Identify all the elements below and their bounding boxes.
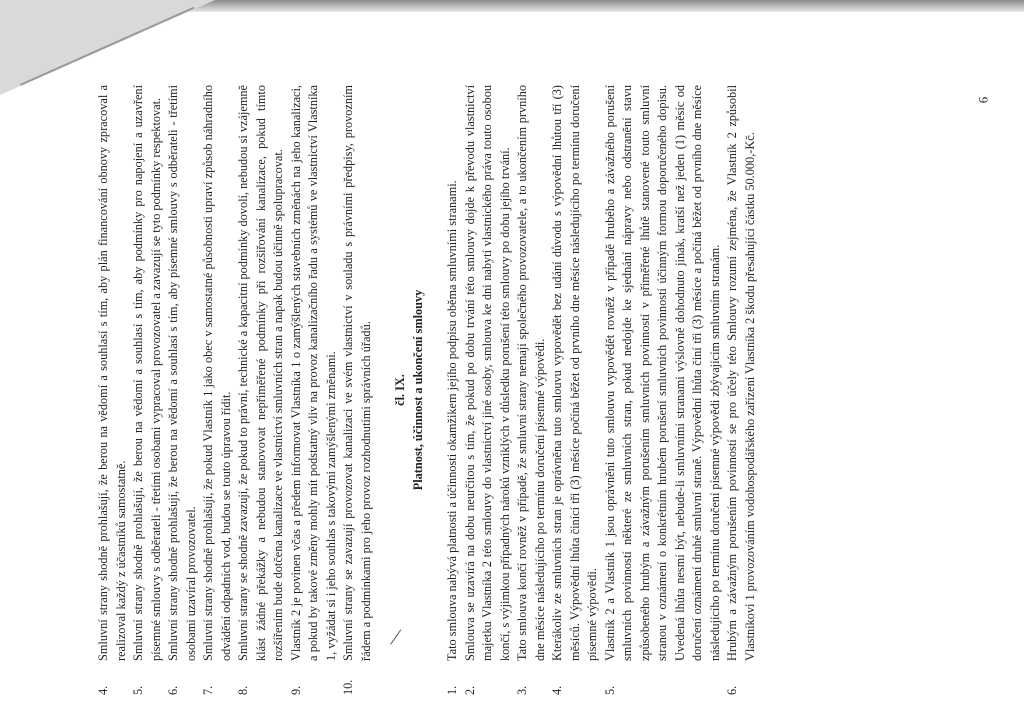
item-number: 4. — [550, 685, 564, 695]
item-text: Vlastník 2 a Vlastník 1 jsou oprávněni tuto smlouvu vypovědět rovněž v případě hrubého a závažného porušení smluvních povinností některé ze smluvních stran, pokud nedojde ke sjednání nápravy nebo odstranění stavu způsobeného hrubým a závažným porušením smluvních povinností v přiměřené lhůtě stanovené touto smluvní stranou v oznámení o konkrétním hrubém porušení smluvních povinností účinným formou doporučeného dopisu. Uvedená lhůta nesmí být, nebude-li smluvními stranami výslovně dohodnuto jinak, kratší než jeden (1) měsíc od doručení oznámení druhé smluvní straně. Výpovědní lhůta činí tři (3) měsíce a počíná běžet od prvního dne měsíce následujícího po termínu doručení písemné výpovědi zbývajícím smluvním stranám. — [602, 85, 722, 661]
list-item — [514, 85, 549, 695]
list-item — [235, 85, 288, 695]
item-number: 4. — [96, 685, 110, 695]
document-page — [95, 85, 945, 695]
item-number: 2. — [462, 685, 477, 695]
item-text: Tato smlouva končí rovněž v případě, že smluvní strany nemají společného provozovatele, a to ukončením prvního dne měsíce následujícího po termínu doručení písemné výpovědi. — [515, 85, 547, 661]
list-item — [724, 85, 759, 695]
list-item — [549, 85, 602, 695]
item-text: Kterákoliv ze smluvních stran je oprávněna tuto smlouvu vypovědět bez udání důvodu s výpovědní lhůtou tří (3) měsíců. Výpovědní lhůta činící tři (3) měsíce počíná běžet od prvního dne měsíce následujícího po termínu doručení písemné výpovědi. — [550, 85, 599, 661]
list-item — [95, 85, 130, 695]
item-number: 6. — [725, 685, 739, 695]
item-text: Smluvní strany shodně prohlašují, že berou na vědomí a souhlasí s tím, aby plán financování obnovy zpracoval a realizoval každý z účastníků samostatně. — [96, 85, 128, 661]
list-item — [602, 85, 725, 695]
list-item — [444, 85, 462, 695]
item-text: Smluvní strany se zavazují provozovat kanalizaci ve svém vlastnictví v souladu s právními předpisy, provozním řádem a podmínkami pro jeho provoz rozhodnutími správních úřadů. — [341, 85, 373, 661]
item-text: Smluvní strany shodně prohlašují, že berou na vědomí a souhlasí s tím, aby podmínky pro napojení a uzavření písemné smlouvy s odběrateli - třetími osobami vypracoval provozovatel a zavazují se tyto podmínky respektovat. — [131, 85, 163, 661]
item-text: Hrubým a závažným porušením povinností se pro účely této Smlouvy rozumí zejména, že Vlastník 2 způsobil Vlastníkovi 1 provozováním vodohospodářského zařízení Vlastníka 2 škodu přesahující částku 50.000,-Kč. — [725, 85, 757, 661]
item-number: 5. — [602, 685, 617, 695]
page-number: 6 — [975, 96, 991, 104]
item-number: 7. — [201, 685, 215, 695]
item-text: Smluvní strany shodně prohlašují, že berou na vědomí a souhlasí s tím, aby písemné smlouvy s odběrateli - třetími osobami uzavíral provozovatel. — [166, 85, 198, 661]
item-number: 6. — [166, 685, 180, 695]
item-number: 5. — [131, 685, 145, 695]
item-text: Vlastník 2 je povinen včas a předem informovat Vlastníka 1 o zamýšlených stavebních změnách na jeho kanalizaci, a pokud by takové změny mohly mít podstatný vliv na provoz kanalizačního řadu a systémů ve vlastnictví Vlastníka 1, vyžádat si i jeho souhlas s takovými zamýšlenými změnami. — [288, 85, 338, 661]
item-number: 3. — [515, 685, 529, 695]
item-text: Smluvní strany se shodně zavazují, že pokud to právní, technické a kapacitní podmínky dovolí, nebudou si vzájemně klást žádné překážky a nebudou stanovovat nepřiměřené podmínky při rozšiřování kanalizace, pokud tímto rozšířením bude dotčena kanalizace ve vlastnictví smluvních stran a napak budou účinně spolupracovat. — [236, 85, 285, 661]
scan-folded-corner — [0, 0, 215, 95]
item-text: Tato smlouva nabývá platnosti a účinnosti okamžikem jejího podpisu oběma smluvními stranami. — [445, 180, 459, 661]
list-item — [165, 85, 200, 695]
section-list-validity — [444, 85, 759, 695]
list-item — [130, 85, 165, 695]
item-text: Smluvní strany shodně prohlašují, že pokud Vlastník 1 jako obec v samostatné působnosti upraví způsob náhradního odvádění odpadních vod, budou se touto úpravou řídit. — [201, 85, 233, 661]
list-item — [288, 85, 341, 695]
item-number: 1. — [445, 685, 459, 695]
item-number: 9. — [288, 685, 303, 695]
item-number: 8. — [236, 685, 250, 695]
item-text: Smlouva se uzavírá na dobu neurčitou s tím, že pokud po dobu trvání této smlouvy dojde k převodu vlastnictví majetku Vlastníka 2 této smlouvy do vlastnictví jiné osoby, smlouva ke dni nabytí vlastnického práva touto osobou končí, s výjimkou případných nároků vzniklých v důsledku porušení této smlouvy po dobu jejího trvání. — [462, 85, 512, 661]
section-list-obligations — [95, 85, 375, 695]
list-item — [200, 85, 235, 695]
list-item — [340, 85, 375, 695]
item-number: 10. — [341, 679, 355, 695]
list-item — [462, 85, 515, 695]
article-number: čl. IX. — [393, 374, 407, 406]
article-title: Platnost, účinnost a ukončení smlouvy — [410, 289, 425, 491]
